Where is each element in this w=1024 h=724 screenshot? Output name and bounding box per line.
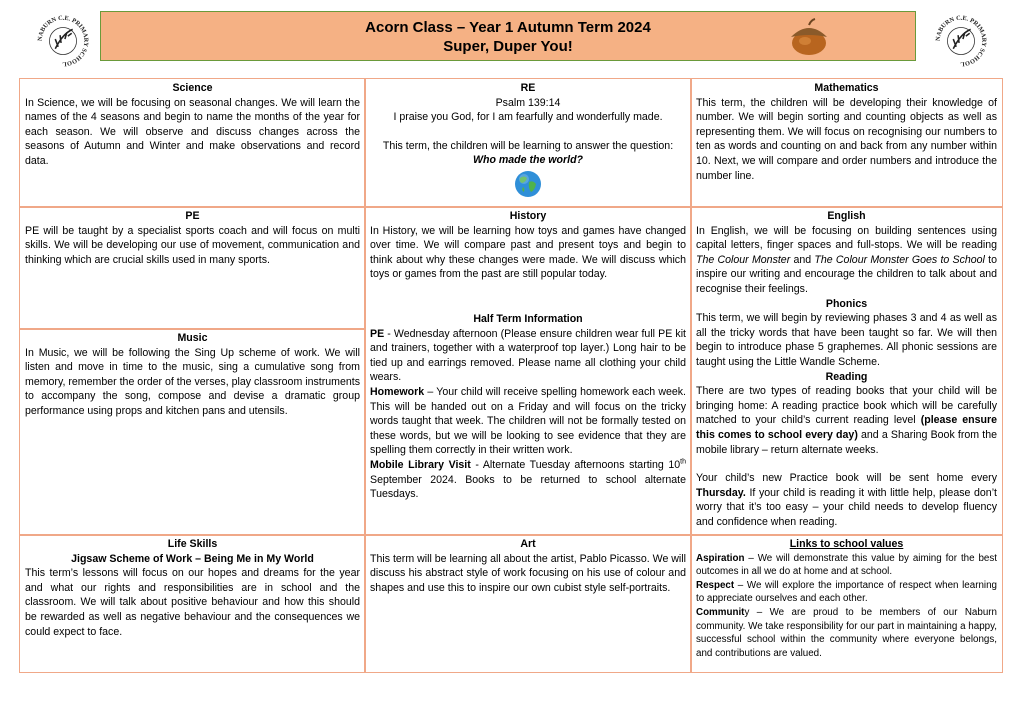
science-panel — [19, 78, 366, 208]
re-psalm: Psalm 139:14 — [495, 96, 561, 109]
value-respect: Respect – We will explore the importance of respect when learning to appreciate ourselves and each other. — [696, 579, 997, 605]
values-heading: Links to school values — [789, 538, 904, 550]
acorn-icon — [787, 17, 831, 57]
reading-text: There are two types of reading books that your child will be bringing home: A reading practice book which will be carefully matched to your child’s current reading level (please ensure this comes to school every day) and a Sharing Book from the mobile library – return alternate weeks. — [696, 385, 997, 456]
svg-text:NABURN C.E. PRIMARY SCHOOL — [37, 15, 90, 68]
phonics-heading: Phonics — [825, 297, 868, 310]
value-aspiration: Aspiration – We will demonstrate this value by aiming for the best outcomes in all we do at home and at school. — [696, 552, 997, 578]
school-logo — [34, 12, 92, 70]
art-panel — [364, 534, 692, 673]
title-banner — [100, 11, 916, 61]
re-quote: I praise you God, for I am fearfully and wonderfully made. — [393, 111, 663, 124]
halfterm-pe: PE - Wednesday afternoon (Please ensure children wear full PE kit and trainers, together with a waterproof top layer.) Long hair to be tied up and earrings removed. Please name all clothing your child wears. — [370, 327, 686, 384]
maths-panel — [690, 78, 1003, 208]
english-panel — [690, 206, 1003, 536]
page-subtitle: Super, Duper You! — [443, 38, 573, 55]
svg-text:NABURN C.E. PRIMARY SCHOOL — [935, 15, 988, 68]
halfterm-homework: Homework – Your child will receive spelling homework each week. This will be handed out on a Friday and will focus on the tricky words taught that week. The children will not be formally tested on these words, but we will be looking to see evidence that they are spelling them correctly in their written work. — [370, 385, 686, 457]
english-heading: English — [827, 210, 866, 222]
halfterm-heading: Half Term Information — [473, 312, 583, 325]
lifeskills-subheading: Jigsaw Scheme of Work – Being Me in My World — [71, 552, 314, 565]
music-heading: Music — [177, 332, 208, 344]
art-heading: Art — [520, 538, 536, 550]
pe-panel — [19, 206, 366, 330]
halfterm-library: Mobile Library Visit - Alternate Tuesday afternoons starting 10th September 2024. Books to be returned to school alternate Tuesdays. — [370, 458, 686, 501]
music-panel — [19, 328, 366, 536]
maths-heading: Mathematics — [814, 82, 879, 94]
re-panel — [364, 78, 692, 208]
reading-heading: Reading — [825, 370, 868, 383]
school-logo — [932, 12, 990, 70]
globe-icon — [514, 170, 542, 198]
re-heading: RE — [520, 82, 536, 94]
maths-text: This term, the children will be developing their knowledge of number. We will begin sorting and counting objects as well as representing them. We will focus on recognising our numbers to ten as words and counting on and back from any number within 10. Next, we will compare and order numbers and introduce the number line. — [696, 96, 997, 182]
history-heading: History — [509, 210, 547, 222]
lifeskills-text: This term’s lessons will focus on our hopes and dreams for the year and what our rights and responsibilities are in school and the classroom. We will talk about positive behaviour and how this should be rewarded as well as negative behaviour and the consequences we could expect to face. — [25, 567, 360, 638]
science-heading: Science — [172, 82, 213, 94]
music-text: In Music, we will be following the Sing Up scheme of work. We will listen and move in time to the music, sing a cumulative song from memory, remember the order of the verses, play classroom instruments to accompany the song, compose and devise a dramatic group performance using props and kitchen pans and utensils. — [25, 346, 360, 417]
pe-text: PE will be taught by a specialist sports coach and will focus on multi skills. We will be developing our use of movement, communication and thinking which are crucial skills used in many sports. — [25, 224, 360, 266]
history-panel — [364, 206, 692, 536]
art-text: This term will be learning all about the artist, Pablo Picasso. We will discuss his abstract style of work focusing on his use of colour and shapes and use this to inspire our own cubist style self-portraits. — [370, 552, 686, 594]
reading-practice-text: Your child’s new Practice book will be sent home every Thursday. If your child is reading it with little help, please don’t worry that it’s too easy – your child needs to develop fluency and confidence when reading. — [696, 472, 997, 528]
logo-text: NABURN C.E. PRIMARY SCHOOL — [36, 14, 90, 68]
logo-text: NABURN C.E. PRIMARY SCHOOL — [934, 14, 988, 68]
re-question: Who made the world? — [472, 154, 584, 167]
lifeskills-panel — [19, 534, 366, 673]
english-text: In English, we will be focusing on building sentences using capital letters, finger spaces and full-stops. We will be reading The Colour Monster and The Colour Monster Goes to School to inspire our writing and encourage the children to talk about and recognise their feelings. — [696, 224, 998, 295]
values-panel — [690, 534, 1003, 673]
re-intro: This term, the children will be learning to answer the question: — [382, 139, 674, 152]
phonics-text: This term, we will begin by reviewing phases 3 and 4 as well as all the tricky words that have been taught so far. We will then begin to introduce phase 5 graphemes. All phonic sessions are taught using the Little Wandle Scheme. — [696, 312, 997, 368]
page-title: Acorn Class – Year 1 Autumn Term 2024 — [365, 19, 651, 36]
pe-heading: PE — [185, 210, 200, 222]
lifeskills-heading: Life Skills — [167, 538, 218, 550]
value-community: Community – We are proud to be members of our Naburn community. We take responsibility for our part in maintaining a happy, successful school within the community where everyone belongs, and contributions are valued. — [696, 606, 997, 659]
history-text: In History, we will be learning how toys and games have changed over time. We will compare past and present toys and begin to think about why these changes were made. We will discuss which toys or games from the past are still popular today. — [370, 224, 686, 281]
science-text: In Science, we will be focusing on seasonal changes. We will learn the names of the 4 seasons and begin to name the months of the year for each season. We will observe and discuss changes across the seasons of Autumn and Winter and make observations and record data. — [25, 96, 360, 167]
